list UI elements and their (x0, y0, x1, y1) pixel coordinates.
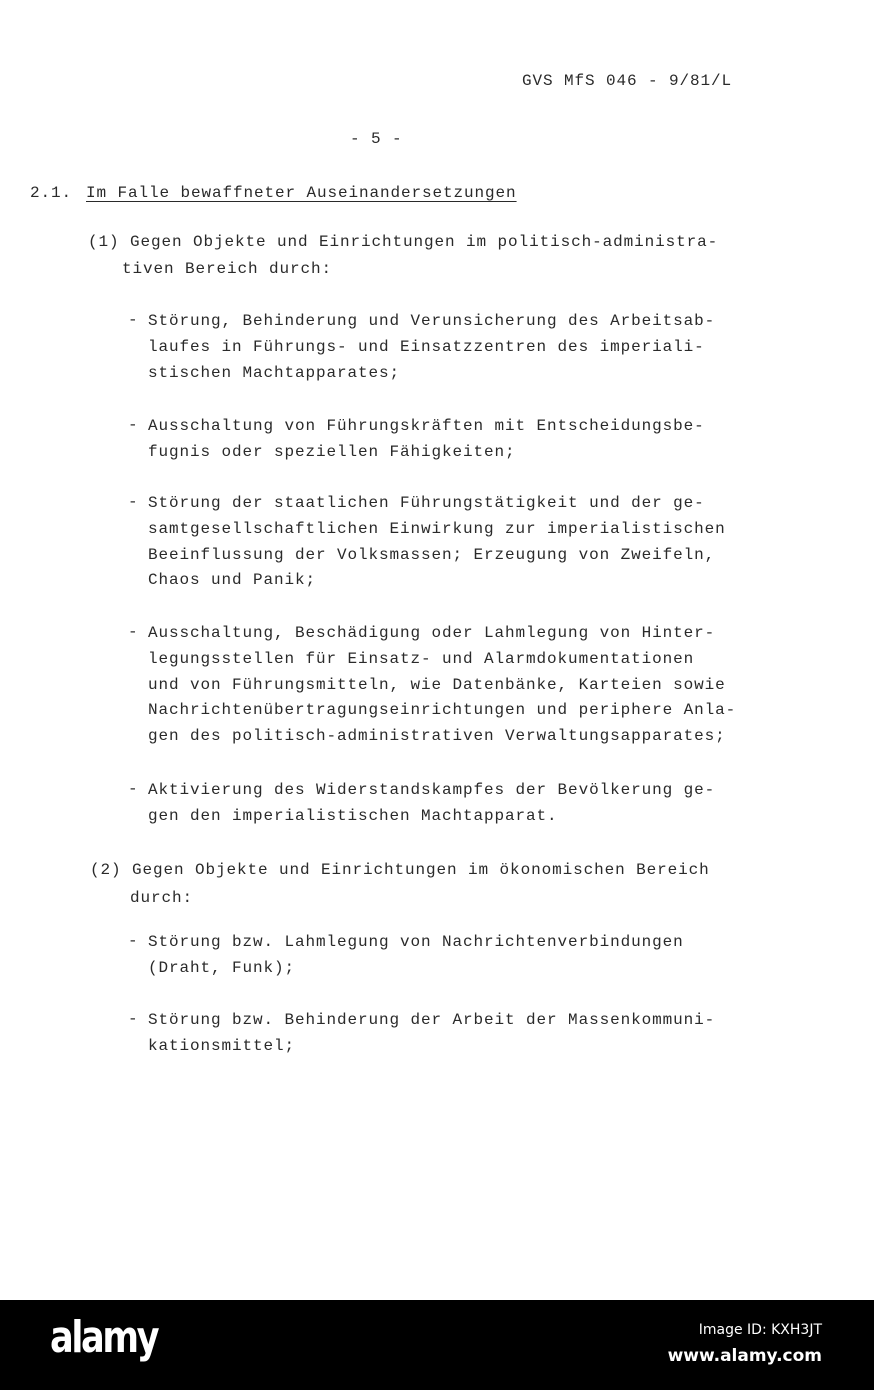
section-number: 2.1. (30, 184, 73, 202)
bullet-dash: - (128, 416, 138, 434)
list-item-line: legungsstellen für Einsatz- und Alarmdokumentationen (148, 649, 695, 668)
website: www.alamy.com (667, 1346, 822, 1366)
list-item-line: Ausschaltung von Führungskräften mit Entscheidungsbe- (148, 417, 705, 435)
list-item-line: Störung, Behinderung und Verunsicherung des Arbeitsab- (148, 312, 716, 330)
list-item-line: Chaos und Panik; (148, 571, 317, 590)
list-item-line: Beeinflussung der Volksmassen; Erzeugung von Zweifeln, (148, 545, 716, 564)
page-number: - 5 - (350, 130, 403, 148)
document-reference: GVS MfS 046 - 9/81/L (522, 72, 733, 90)
bullet-dash: - (128, 493, 138, 511)
list-item-line: gen des politisch-administrativen Verwaltungsapparates; (148, 727, 726, 746)
subsection-1-line-1: (1) Gegen Objekte und Einrichtungen im politisch-administra- (88, 233, 719, 251)
alamy-logo: alamy (50, 1312, 158, 1363)
bullet-dash: - (128, 311, 138, 329)
list-item-line: Störung der staatlichen Führungstätigkeit und der ge- (148, 494, 705, 512)
list-item-line: samtgesellschaftlichen Einwirkung zur imperialistischen (148, 519, 726, 538)
list-item-line: und von Führungsmitteln, wie Datenbänke, Karteien sowie (148, 675, 726, 694)
list-item-line: gen den imperialistischen Machtapparat. (148, 806, 558, 825)
bullet-dash: - (128, 780, 138, 798)
watermark-banner (0, 1300, 874, 1390)
list-item-line: Nachrichtenübertragungseinrichtungen und periphere Anla- (148, 701, 737, 720)
subsection-2-line-1: (2) Gegen Objekte und Einrichtungen im ökonomischen Bereich (90, 861, 710, 879)
subsection-2-line-2: durch: (130, 889, 194, 907)
list-item-line: (Draht, Funk); (148, 958, 296, 977)
bullet-dash: - (128, 623, 138, 641)
subsection-1-line-2: tiven Bereich durch: (122, 260, 333, 278)
list-item-line: Störung bzw. Behinderung der Arbeit der Massenkommuni- (148, 1011, 716, 1029)
list-item-line: Störung bzw. Lahmlegung von Nachrichtenverbindungen (148, 933, 684, 951)
list-item-line: Aktivierung des Widerstandskampfes der Bevölkerung ge- (148, 781, 716, 799)
bullet-dash: - (128, 1010, 138, 1028)
bullet-dash: - (128, 932, 138, 950)
list-item-line: kationsmittel; (148, 1036, 296, 1055)
list-item-line: fugnis oder speziellen Fähigkeiten; (148, 442, 516, 461)
list-item-line: stischen Machtapparates; (148, 363, 401, 382)
image-id: Image ID: KXH3JT (698, 1322, 822, 1338)
section-title: Im Falle bewaffneter Auseinandersetzungen (86, 184, 517, 202)
list-item-line: laufes in Führungs- und Einsatzzentren des imperiali- (148, 337, 705, 356)
list-item-line: Ausschaltung, Beschädigung oder Lahmlegung von Hinter- (148, 624, 716, 642)
